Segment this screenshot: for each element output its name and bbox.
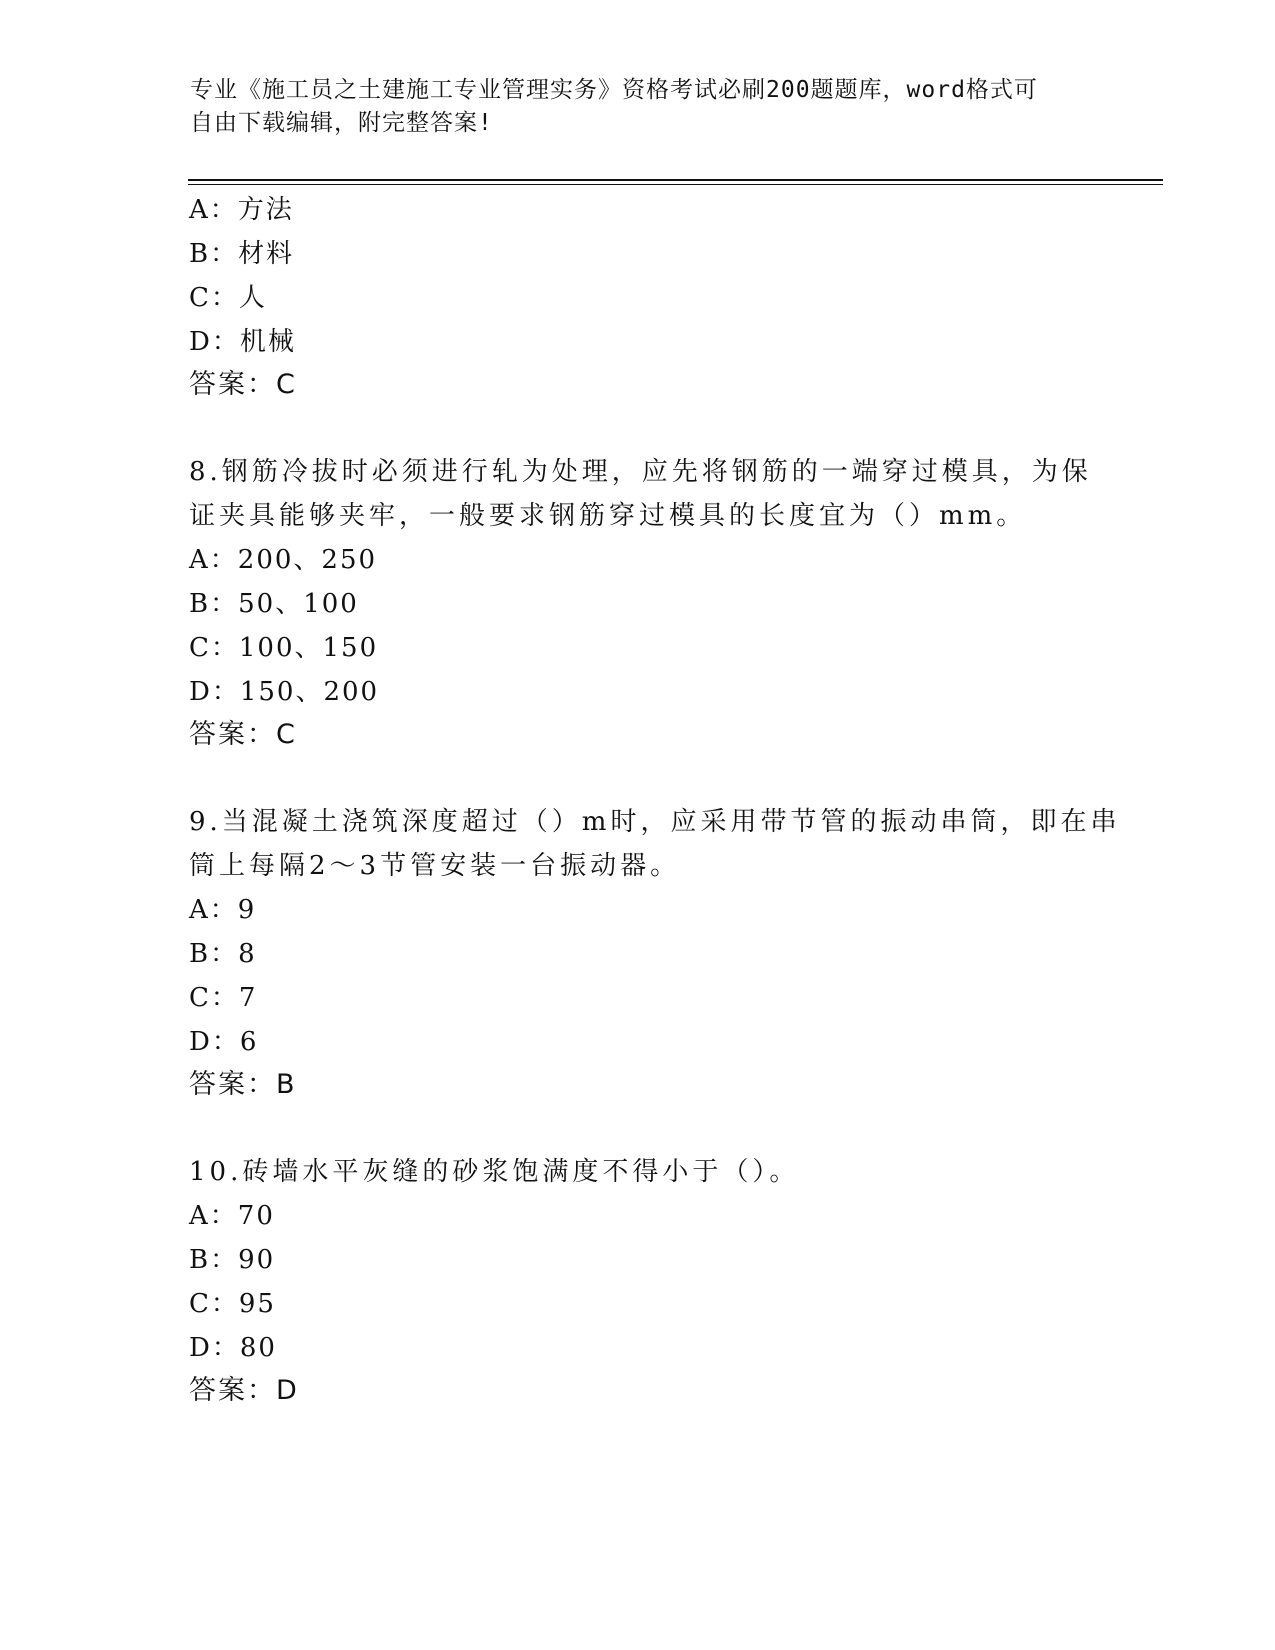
- option-d: D：机械: [189, 327, 296, 357]
- question-9-stem-1: 9.当混凝土浇筑深度超过（）m时，应采用带节管的振动串筒，即在串: [189, 807, 1121, 837]
- header-line-2: 自由下载编辑，附完整答案!: [190, 110, 493, 136]
- option-a: A：200、250: [189, 545, 378, 575]
- option-c: C：7: [189, 983, 258, 1013]
- option-c: C：95: [189, 1289, 276, 1319]
- answer-line: 答案：C: [189, 719, 297, 750]
- option-a: A：70: [189, 1201, 275, 1231]
- header-rule-thin: [188, 184, 1163, 185]
- header-line-1: 专业《施工员之土建施工专业管理实务》资格考试必刷200题题库，word格式可: [190, 77, 1038, 103]
- question-10-stem: 10.砖墙水平灰缝的砂浆饱满度不得小于（）。: [189, 1157, 800, 1187]
- document-header: [190, 74, 1090, 140]
- answer-line: 答案：D: [189, 1375, 299, 1406]
- question-8-stem-2: 证夹具能够夹牢，一般要求钢筋穿过模具的长度宜为（）mm。: [189, 501, 1027, 531]
- option-b: B：90: [189, 1245, 276, 1275]
- question-8-stem-1: 8.钢筋冷拔时必须进行轧为处理，应先将钢筋的一端穿过模具，为保: [189, 457, 1092, 487]
- question-9-stem-2: 筒上每隔2～3节管安装一台振动器。: [189, 851, 681, 881]
- option-b: B：材料: [189, 239, 295, 269]
- option-d: D：6: [189, 1027, 259, 1057]
- option-d: D：80: [189, 1333, 277, 1363]
- option-d: D：150、200: [189, 677, 380, 707]
- answer-line: 答案：B: [189, 1069, 297, 1100]
- option-b: B：8: [189, 939, 257, 969]
- option-a: A：方法: [189, 195, 294, 225]
- answer-line: 答案：C: [189, 369, 297, 400]
- option-c: C：人: [189, 283, 267, 313]
- option-c: C：100、150: [189, 633, 379, 663]
- option-b: B：50、100: [189, 589, 359, 619]
- option-a: A：9: [189, 895, 257, 925]
- header-rule-thick: [188, 179, 1163, 181]
